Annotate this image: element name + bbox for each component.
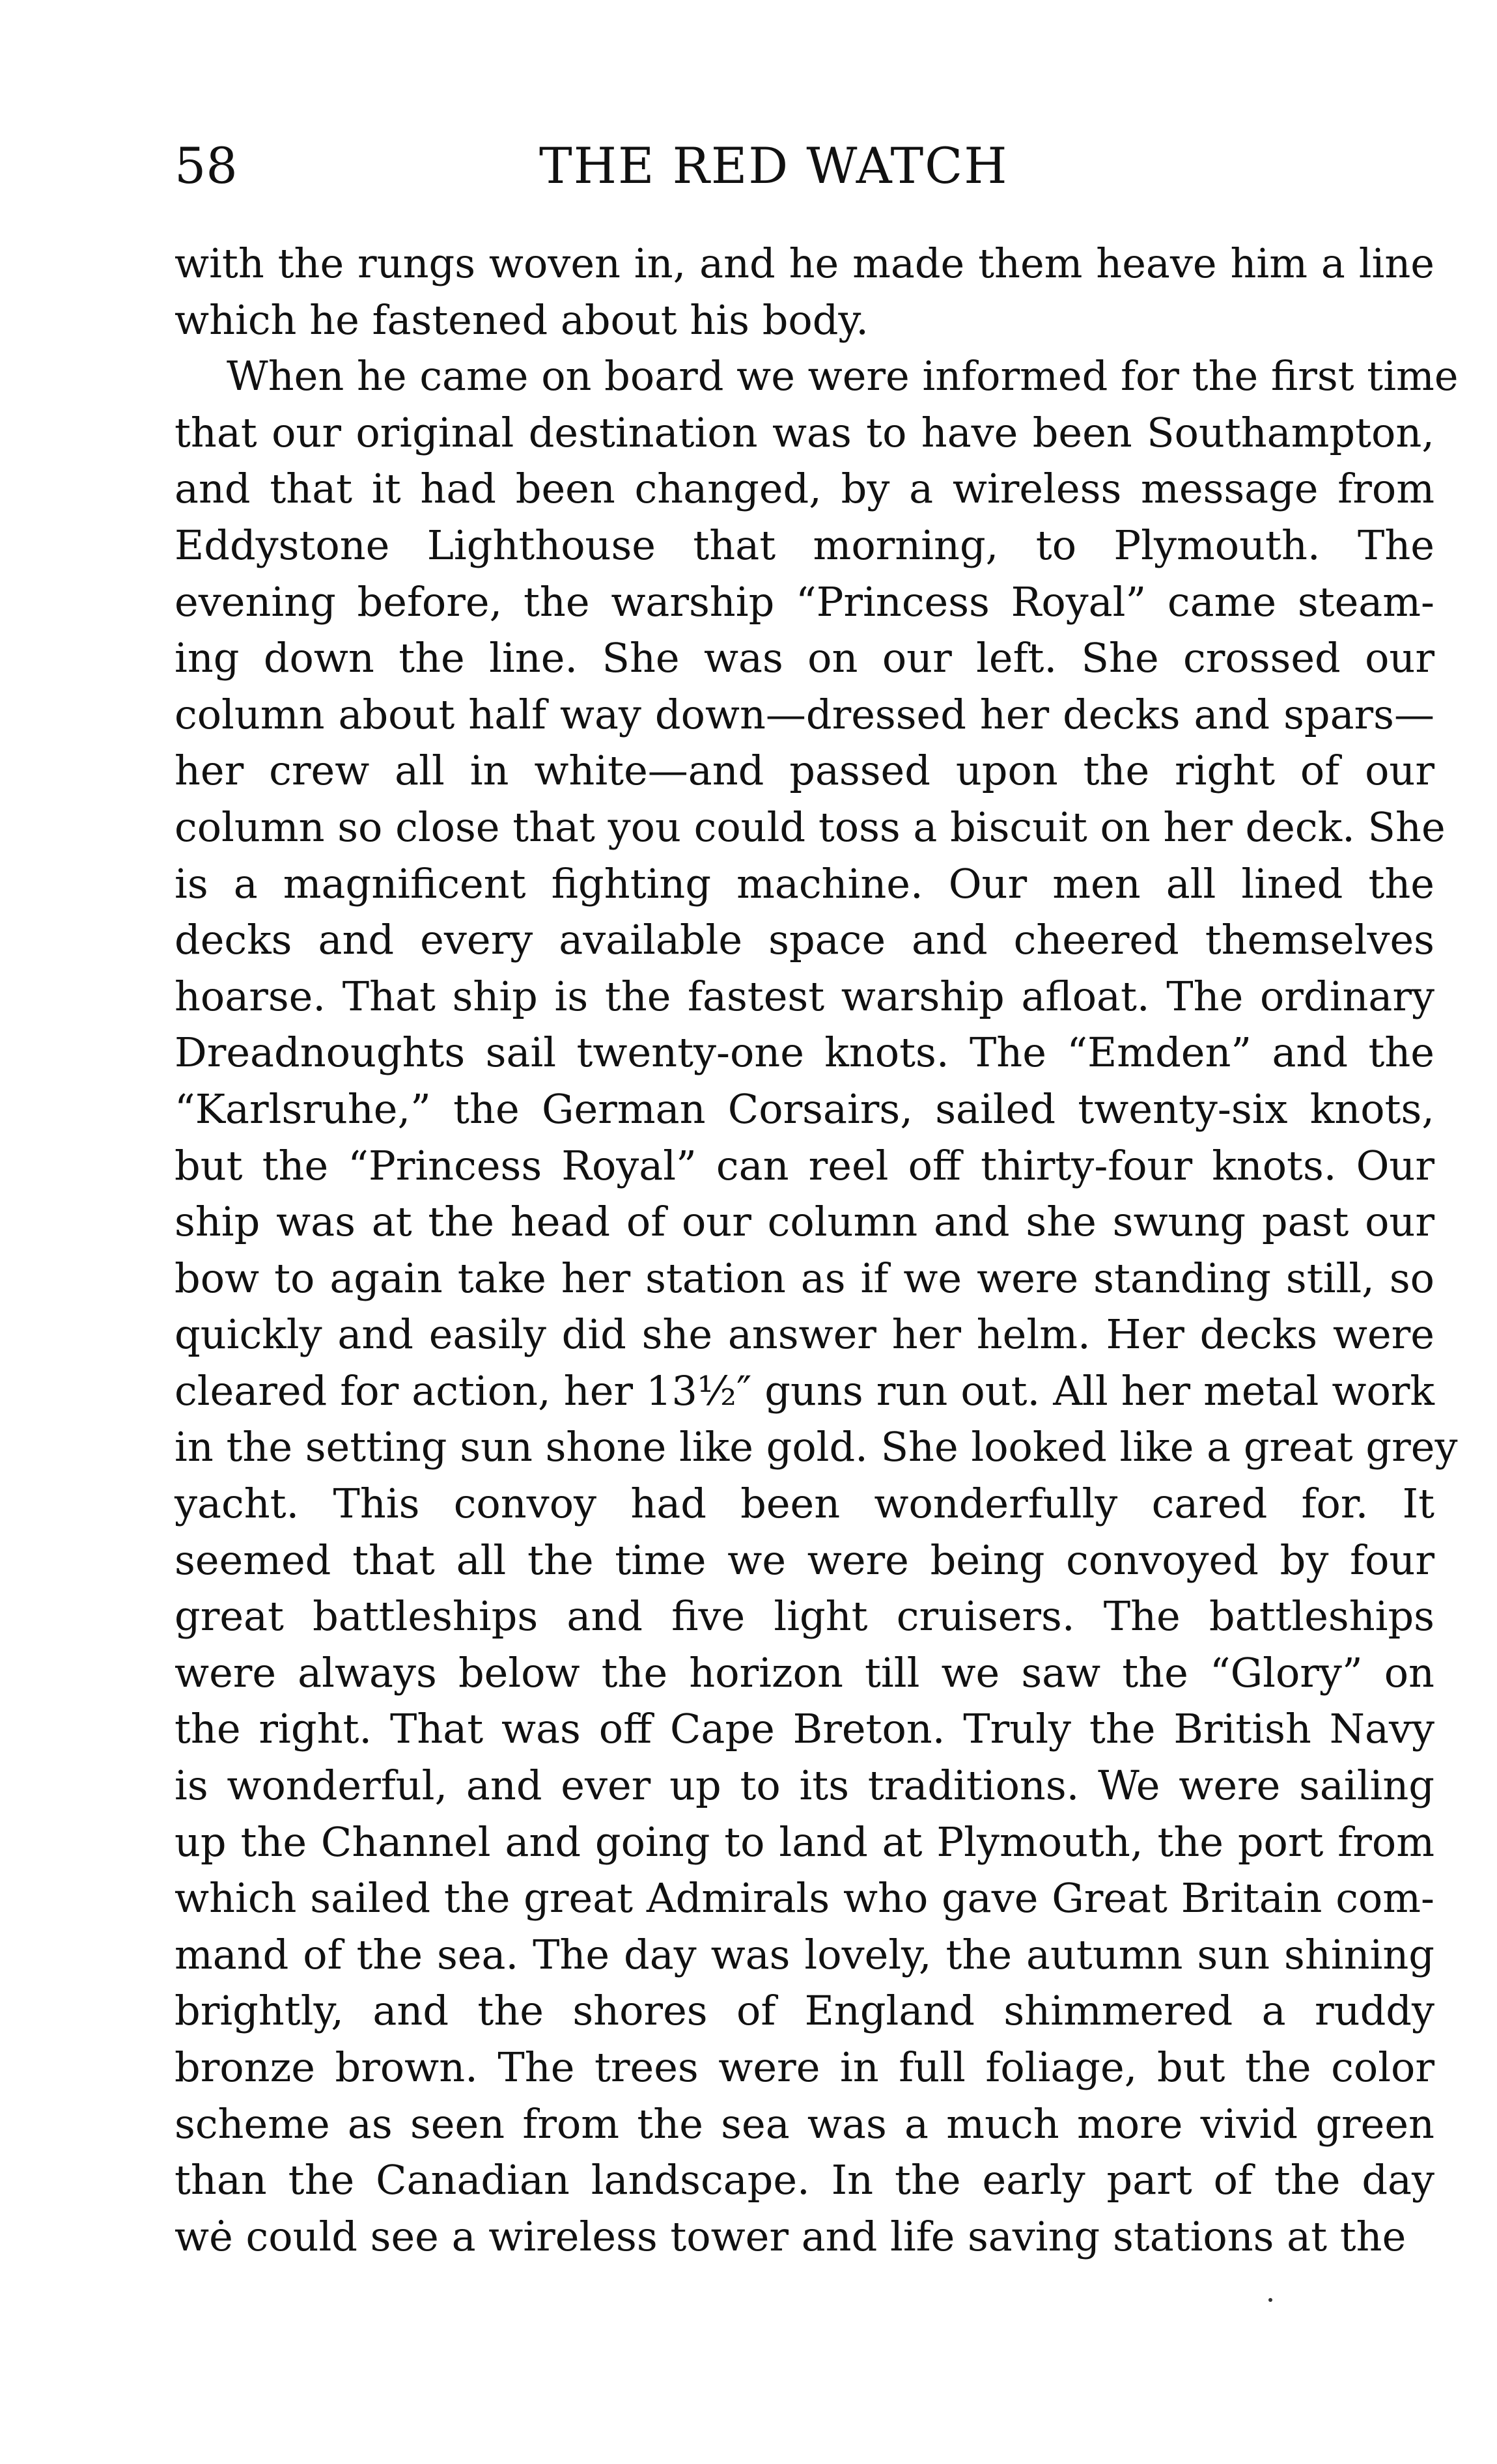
paragraph: [175, 236, 1434, 348]
body-text: [175, 236, 1459, 2265]
text-line: that our original destination was to have been Southampton,: [175, 408, 1434, 456]
running-head: [175, 135, 1432, 197]
text-line: “Karlsruhe,” the German Corsairs, sailed twenty-six knots,: [175, 1085, 1434, 1133]
paragraph: [175, 348, 1459, 2265]
text-line: her crew all in white—and passed upon the right of our: [175, 747, 1434, 795]
text-line: is wonderful, and ever up to its traditions. We were sailing: [175, 1762, 1434, 1810]
text-line: scheme as seen from the sea was a much more vivid green: [175, 2099, 1434, 2148]
text-line: Eddystone Lighthouse that morning, to Plymouth. The: [175, 521, 1434, 569]
text-line: quickly and easily did she answer her helm. Her decks were: [175, 1310, 1434, 1359]
text-line: but the “Princess Royal” can reel off thirty-four knots. Our: [175, 1141, 1434, 1189]
text-line: and that it had been changed, by a wireless message from: [175, 465, 1434, 513]
text-line: which he fastened about his body.: [175, 296, 869, 344]
stray-ink-mark: [1268, 2298, 1272, 2302]
text-line: with the rungs woven in, and he made them heave him a line: [175, 240, 1434, 287]
text-line: Dreadnoughts sail twenty-one knots. The “Emden” and the: [175, 1029, 1434, 1077]
text-line: yacht. This convoy had been wonderfully cared for. It: [175, 1480, 1434, 1528]
text-line: which sailed the great Admirals who gave Great Britain com-: [175, 1874, 1434, 1922]
text-line: ship was at the head of our column and she swung past our: [175, 1198, 1434, 1246]
text-line: evening before, the warship “Princess Royal” came steam-: [175, 577, 1434, 626]
text-line: in the setting sun shone like gold. She looked like a great grey: [175, 1423, 1458, 1471]
text-line: were always below the horizon till we saw the “Glory” on: [175, 1648, 1434, 1696]
text-line: When he came on board we were informed for the first time: [227, 352, 1459, 400]
text-line: than the Canadian landscape. In the early part of the day: [175, 2156, 1434, 2204]
text-line: seemed that all the time we were being convoyed by four: [175, 1536, 1434, 1584]
text-line: great battleships and five light cruisers. The battleships: [175, 1592, 1434, 1640]
text-line: decks and every available space and cheered themselves: [175, 916, 1434, 964]
text-line: wė could see a wireless tower and life saving stations at the: [175, 2212, 1406, 2260]
text-line: up the Channel and going to land at Plymouth, the port from: [175, 1818, 1434, 1866]
text-line: bow to again take her station as if we were standing still, so: [175, 1254, 1434, 1302]
text-line: the right. That was off Cape Breton. Truly the British Navy: [175, 1705, 1434, 1753]
book-title: THE RED WATCH: [539, 137, 1009, 195]
text-line: column so close that you could toss a biscuit on her deck. She: [175, 803, 1446, 851]
text-line: hoarse. That ship is the fastest warship afloat. The ordinary: [175, 972, 1434, 1020]
text-line: cleared for action, her 13½″ guns run out. All her metal work: [175, 1366, 1434, 1415]
text-line: column about half way down—dressed her decks and spars—: [175, 690, 1434, 738]
text-line: is a magnificent fighting machine. Our men all lined the: [175, 859, 1434, 907]
text-line: mand of the sea. The day was lovely, the autumn sun shining: [175, 1930, 1434, 1978]
text-line: brightly, and the shores of England shimmered a ruddy: [175, 1987, 1434, 2035]
text-line: ing down the line. She was on our left. She crossed our: [175, 634, 1434, 682]
text-line: bronze brown. The trees were in full foliage, but the color: [175, 2043, 1434, 2091]
page-number: 58: [175, 137, 238, 195]
